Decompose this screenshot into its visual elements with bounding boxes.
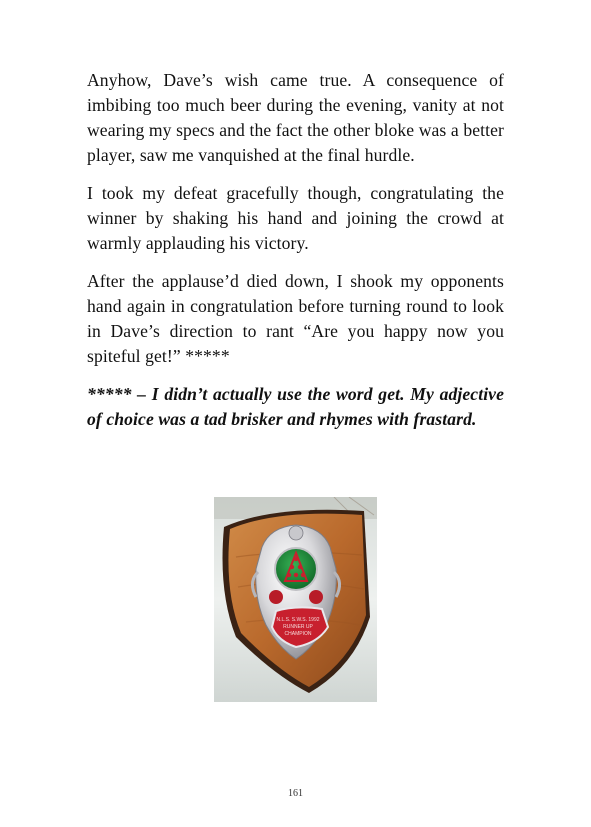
footnote-paragraph: ***** – I didn’t actually use the word get. My adjective of choice was a tad brisker and rhymes with frastard. <box>87 384 504 429</box>
trophy-illustration <box>214 497 377 702</box>
page-number: 161 <box>288 788 303 799</box>
plaque-line-1: N.L.S. S.W.S. 1992 <box>276 617 320 623</box>
trophy-shield-photo <box>214 497 377 702</box>
paragraph-2: I took my defeat gracefully though, congratulating the winner by shaking his hand and joining the crowd at warmly applauding his victory. <box>87 183 504 253</box>
body-text <box>87 68 504 445</box>
plaque-line-2: RUNNER UP <box>283 624 313 630</box>
paragraph-1: Anyhow, Dave’s wish came true. A consequence of imbibing too much beer during the evening, vanity at not wearing my specs and the fact the other bloke was a better player, saw me vanquished at the final hurdle. <box>87 70 504 165</box>
plaque-line-3: CHAMPION <box>284 631 312 637</box>
paragraph-3: After the applause’d died down, I shook my opponents hand again in congratulation before turning round to look in Dave’s direction to rant “Are you happy now you spiteful get!” ***** <box>87 271 504 366</box>
